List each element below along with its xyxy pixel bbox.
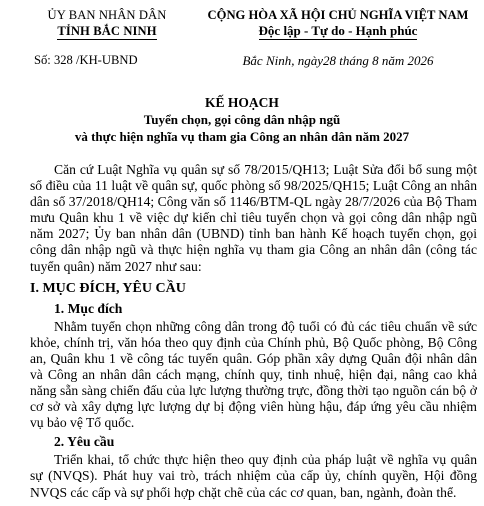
place-and-date: Bắc Ninh, ngày28 tháng 8 năm 2026 <box>242 53 434 68</box>
national-motto: Độc lập - Tự do - Hạnh phúc <box>258 23 418 38</box>
preamble-paragraph: Căn cứ Luật Nghĩa vụ quân sự số 78/2015/QH13; Luật Sửa đổi bổ sung một số điều của 11 luật về quân sự, quốc phòng số 98/2025/QH15; Luật Công an nhân dân số 37/2018/QH14; Công văn số 1146/BTM-QL ngày 28/7/2026 của Bộ Tham mưu Quân khu 1 về việc dự kiến chỉ tiêu tuyển chọn và gọi công dân nhập ngũ năm 2027; Ủy ban nhân dân (UBND) tỉnh ban hành Kế hoạch tuyển chọn, gọi công dân nhập ngũ và thực hiện nghĩa vụ tham gia Công an nhân dân (công tác tuyển quân) năm 2027 như sau: <box>30 162 477 274</box>
issuing-authority-line2: TỈNH BẮC NINH <box>57 24 157 38</box>
document-body <box>30 162 477 501</box>
document-number: Số: 328 /KH-UBND <box>34 53 138 67</box>
document-type: KẾ HOẠCH <box>205 95 279 110</box>
nation-name: CỘNG HÒA XÃ HỘI CHỦ NGHĨA VIỆT NAM <box>207 8 469 22</box>
document-title-line2: và thực hiện nghĩa vụ tham gia Công an nhân dân năm 2027 <box>74 129 410 144</box>
section-heading-purpose-requirements: I. MỤC ĐÍCH, YÊU CẦU <box>30 280 186 296</box>
subsection-heading-purpose: 1. Mục đích <box>54 300 123 316</box>
issuing-authority-line1: ỦY BAN NHÂN DÂN <box>47 8 167 22</box>
document-title-block <box>0 94 484 145</box>
national-motto-block <box>196 8 480 69</box>
subsection-heading-requirements: 2. Yêu cầu <box>54 434 115 450</box>
purpose-paragraph: Nhằm tuyển chọn những công dân trong độ tuổi có đủ các tiêu chuẩn về sức khỏe, chính trị, văn hóa theo quy định của Chính phủ, Bộ Quốc phòng, Bộ Công an, Quân khu 1 về công tác tuyển quân. Góp phần xây dựng Quân đội nhân dân và Công an nhân dân cách mạng, chính quy, tinh nhuệ, hiện đại, nâng cao khả năng sẵn sàng chiến đấu của lực lượng thường trực, đồng thời tạo nguồn cán bộ ở cơ sở và xây dựng lực lượng dự bị động viên hùng hậu, đáp ứng yêu cầu nhiệm vụ bảo vệ Tổ quốc. <box>30 318 477 431</box>
document-title-line1: Tuyển chọn, gọi công dân nhập ngũ <box>143 112 341 127</box>
issuing-authority-block <box>32 8 182 68</box>
requirements-paragraph: Triển khai, tổ chức thực hiện theo quy định của pháp luật về nghĩa vụ quân sự (NVQS). Phát huy vai trò, trách nhiệm của cấp ủy, chính quyền, Hội đồng NVQS các cấp và sự phối hợp chặt chẽ của các cơ quan, ban, ngành, đoàn thể. <box>30 452 477 500</box>
